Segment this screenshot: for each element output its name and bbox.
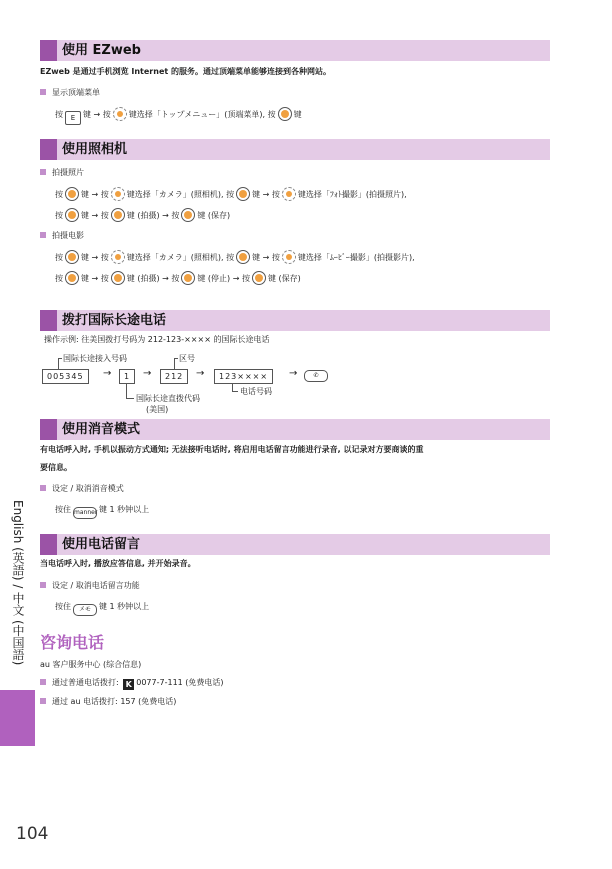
section-title: 使用照相机 [62,142,128,157]
camera-video-line1: 按 键 → 按 键选择「カメラ」(照相机), 按 键 → 按 键选择「ﾑｰﾋﾞｰ撮影」(拍摄影片), [55,250,415,264]
section-marker [40,534,57,555]
label-country-name: (美国) [146,405,169,414]
memo-key-icon: メモ [73,604,97,616]
camera-photo-sub: 拍摄照片 [40,167,84,178]
label-country-code: 国际长途直拨代码 [136,394,200,403]
ezweb-step: 按 E 键 → 按 键选择「トップメニュー」(顶端菜单), 按 键 [55,107,302,125]
ezweb-sub: 显示顶端菜单 [40,87,100,98]
label-access-code: 国际长途接入号码 [63,354,127,363]
box-area-code: 212 [160,369,188,384]
section-title: 使用 EZweb [62,43,141,58]
silent-step: 按住 manner 键 1 秒钟以上 [55,504,149,519]
contact-center: au 客户服务中心 (综合信息) [40,660,142,669]
silent-desc-1: 有电话呼入时, 手机以振动方式通知; 无法接听电话时, 将启用电话留言功能进行录音, 以记录对方要商谈的重 [40,445,424,454]
section-marker [40,310,57,331]
nav-key-icon [282,250,296,264]
voicemail-sub: 设定 / 取消电话留言功能 [40,580,140,591]
section-title: 拨打国际长途电话 [62,313,167,328]
center-key-icon [252,271,266,285]
section-header-silent [40,419,550,440]
diagram-line [232,391,238,392]
box-country-code: 1 [119,369,135,384]
bullet-square-icon [40,698,46,704]
arrow: → [143,368,152,379]
manner-key-icon: manner [73,507,97,519]
bullet-square-icon [40,679,46,685]
ezweb-desc: EZweb 是通过手机浏览 Internet 的服务。通过顶端菜单能够连接到各种网站。 [40,67,331,76]
section-title: 使用电话留言 [62,537,141,552]
section-marker [40,139,57,160]
diagram-line [58,358,62,359]
section-marker [40,419,57,440]
box-phone-number: 123×××× [214,369,273,384]
side-tab [0,690,35,746]
section-header-intl [40,310,550,331]
diagram-line [126,398,134,399]
arrow: → [103,368,112,379]
contact-line-2: 通过 au 电话拨打: 157 (免费电话) [40,696,176,707]
arrow: → [289,368,298,379]
section-header-ezweb [40,40,550,61]
center-key-icon [65,187,79,201]
voicemail-step: 按住 メモ 键 1 秒钟以上 [55,601,149,616]
camera-photo-line1: 按 键 → 按 键选择「カメラ」(照相机), 按 键 → 按 键选择「ﾌｫﾄ撮影」(拍摄照片), [55,187,407,201]
silent-sub: 设定 / 取消消音模式 [40,483,124,494]
bullet-square-icon [40,89,46,95]
center-key-icon [236,250,250,264]
nav-key-icon [282,187,296,201]
intl-example: 操作示例: 往美国拨打号码为 212-123-×××× 的国际长途电话 [44,335,270,344]
silent-desc-2: 要信息。 [40,463,72,472]
center-key-icon [65,208,79,222]
bullet-square-icon [40,582,46,588]
contact-title: 咨询电话 [40,633,105,652]
free-dial-icon: K [123,679,134,690]
center-key-icon [236,187,250,201]
diagram-line [174,358,178,359]
label-phone-number: 电话号码 [240,387,272,396]
box-access-code: 005345 [42,369,89,384]
center-key-icon [65,250,79,264]
arrow: → [196,368,205,379]
call-key-icon: ✆ [304,370,328,382]
bullet-square-icon [40,232,46,238]
diagram-line [174,358,175,369]
section-title: 使用消音模式 [62,422,141,437]
nav-key-icon [111,187,125,201]
ezweb-key-icon: E [65,111,81,125]
center-key-icon [111,271,125,285]
center-key-icon [65,271,79,285]
page-number: 104 [16,824,49,844]
camera-photo-line2: 按 键 → 按 键 (拍摄) → 按 键 (保存) [55,208,230,222]
section-header-voicemail [40,534,550,555]
center-key-icon [111,208,125,222]
nav-key-icon [111,250,125,264]
center-key-icon [181,208,195,222]
contact-line-1: 通过普通电话拨打: K 0077-7-111 (免费电话) [40,677,224,690]
center-key-icon [278,107,292,121]
diagram-line [58,358,59,369]
nav-key-icon [113,107,127,121]
camera-video-sub: 拍摄电影 [40,230,84,241]
bullet-square-icon [40,169,46,175]
voicemail-desc: 当电话呼入时, 播放应答信息, 并开始录音。 [40,559,196,568]
section-marker [40,40,57,61]
side-language-label: English (英語) / 中文 (中国語) [11,500,25,666]
camera-video-line2: 按 键 → 按 键 (拍摄) → 按 键 (停止) → 按 键 (保存) [55,271,301,285]
center-key-icon [181,271,195,285]
diagram-line [126,384,127,399]
section-header-camera [40,139,550,160]
label-area-code: 区号 [179,354,195,363]
bullet-square-icon [40,485,46,491]
